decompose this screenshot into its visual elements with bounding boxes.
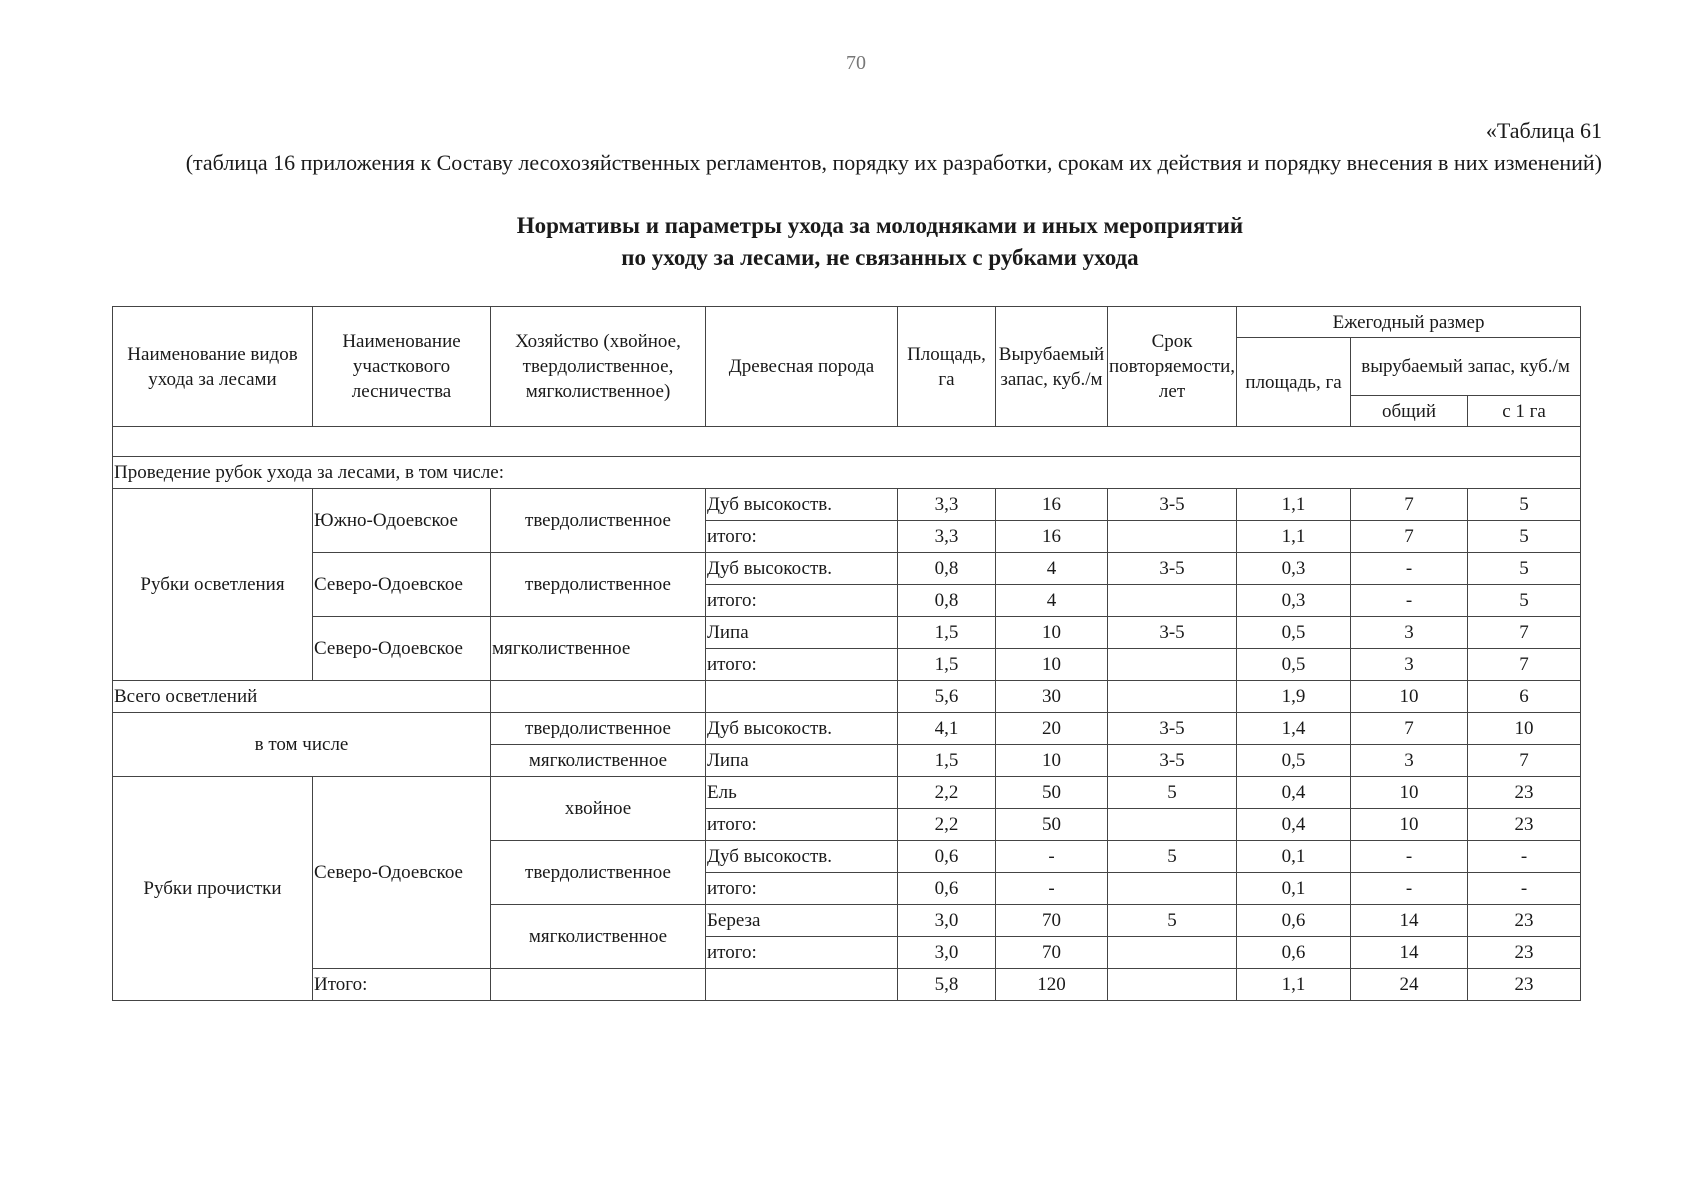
period-cell (1108, 969, 1237, 1001)
period-cell: 5 (1108, 777, 1237, 809)
species-cell: итого: (706, 937, 898, 969)
table-row (113, 553, 1581, 585)
area-cell: 1,5 (898, 649, 996, 681)
annual-total-cell: - (1351, 585, 1468, 617)
stock-cell: 16 (996, 489, 1108, 521)
period-cell (1108, 809, 1237, 841)
forestry-south: Южно-Одоевское (313, 489, 491, 553)
area-cell: 2,2 (898, 809, 996, 841)
forest-care-table (112, 306, 1581, 1001)
stock-cell: 4 (996, 585, 1108, 617)
species-cell: итого: (706, 649, 898, 681)
period-cell (1108, 649, 1237, 681)
table-caption-reference: (таблица 16 приложения к Составу лесохозяйственных регламентов, порядку их разработки, срокам их действия и порядку внесения в них изменений) (185, 150, 1602, 175)
annual-per-ha-cell: 23 (1468, 809, 1581, 841)
period-cell: 3-5 (1108, 745, 1237, 777)
annual-area-cell: 0,5 (1237, 649, 1351, 681)
header-annual-stock-total: общий (1351, 396, 1468, 427)
document-title-line-1: Нормативы и параметры ухода за молодняками и иных мероприятий (516, 213, 1244, 238)
area-cell: 3,0 (898, 905, 996, 937)
forestry-north: Северо-Одоевское (313, 617, 491, 681)
stock-cell: 70 (996, 937, 1108, 969)
economy-cell: мягколиственное (491, 617, 706, 681)
annual-per-ha-cell: 23 (1468, 905, 1581, 937)
species-cell: Липа (706, 617, 898, 649)
stock-cell: 50 (996, 809, 1108, 841)
annual-total-cell: 3 (1351, 649, 1468, 681)
economy-cell: твердолиственное (491, 713, 706, 745)
stock-cell: - (996, 841, 1108, 873)
annual-area-cell: 0,5 (1237, 745, 1351, 777)
species-cell: Береза (706, 905, 898, 937)
annual-total-cell: 7 (1351, 713, 1468, 745)
annual-per-ha-cell: 7 (1468, 745, 1581, 777)
annual-total-cell: 10 (1351, 777, 1468, 809)
header-annual-stock-per-ha: с 1 га (1468, 396, 1581, 427)
area-cell: 3,0 (898, 937, 996, 969)
including-label: в том числе (113, 713, 491, 777)
species-cell: итого: (706, 809, 898, 841)
annual-area-cell: 0,4 (1237, 809, 1351, 841)
annual-per-ha-cell: 5 (1468, 585, 1581, 617)
period-cell: 3-5 (1108, 553, 1237, 585)
total-clearing-label: Всего осветлений (113, 681, 491, 713)
annual-per-ha-cell: 7 (1468, 649, 1581, 681)
stock-cell: 16 (996, 521, 1108, 553)
area-cell: 2,2 (898, 777, 996, 809)
annual-area-cell: 0,1 (1237, 841, 1351, 873)
annual-area-cell: 0,4 (1237, 777, 1351, 809)
period-cell (1108, 873, 1237, 905)
area-cell: 0,8 (898, 553, 996, 585)
header-forestry: Наименование участкового лесничества (313, 307, 491, 427)
annual-total-cell: 7 (1351, 489, 1468, 521)
period-cell: 5 (1108, 905, 1237, 937)
annual-area-cell: 0,5 (1237, 617, 1351, 649)
header-annual-area: площадь, га (1237, 338, 1351, 427)
annual-per-ha-cell: - (1468, 841, 1581, 873)
economy-cell: твердолиственное (491, 841, 706, 905)
area-cell: 5,8 (898, 969, 996, 1001)
economy-cell: твердолиственное (491, 489, 706, 553)
annual-per-ha-cell: 23 (1468, 937, 1581, 969)
annual-area-cell: 1,1 (1237, 521, 1351, 553)
annual-per-ha-cell: - (1468, 873, 1581, 905)
empty-cell (706, 681, 898, 713)
species-cell: Дуб высокоств. (706, 841, 898, 873)
header-stock: Вырубаемый запас, куб./м (996, 307, 1108, 427)
annual-area-cell: 0,1 (1237, 873, 1351, 905)
stock-cell: 10 (996, 745, 1108, 777)
economy-cell: мягколиственное (491, 745, 706, 777)
annual-per-ha-cell: 5 (1468, 553, 1581, 585)
period-cell (1108, 585, 1237, 617)
annual-total-cell: 7 (1351, 521, 1468, 553)
header-care-type: Наименование видов ухода за лесами (113, 307, 313, 427)
economy-cell: хвойное (491, 777, 706, 841)
stock-cell: 30 (996, 681, 1108, 713)
period-cell: 3-5 (1108, 489, 1237, 521)
period-cell: 3-5 (1108, 617, 1237, 649)
economy-cell: твердолиственное (491, 553, 706, 617)
species-cell: итого: (706, 873, 898, 905)
annual-total-cell: 3 (1351, 745, 1468, 777)
annual-area-cell: 0,3 (1237, 585, 1351, 617)
annual-area-cell: 1,4 (1237, 713, 1351, 745)
document-title (100, 210, 1660, 274)
empty-cell (706, 969, 898, 1001)
annual-total-cell: - (1351, 553, 1468, 585)
stock-cell: 4 (996, 553, 1108, 585)
stock-cell: 120 (996, 969, 1108, 1001)
section-title: Проведение рубок ухода за лесами, в том числе: (113, 457, 1581, 489)
annual-area-cell: 0,6 (1237, 905, 1351, 937)
annual-total-cell: 10 (1351, 809, 1468, 841)
annual-total-cell: 10 (1351, 681, 1468, 713)
species-cell: Ель (706, 777, 898, 809)
area-cell: 0,6 (898, 873, 996, 905)
blank-row (113, 427, 1581, 457)
annual-area-cell: 1,1 (1237, 969, 1351, 1001)
table-row (113, 489, 1581, 521)
stock-cell: 10 (996, 649, 1108, 681)
annual-total-cell: 3 (1351, 617, 1468, 649)
annual-per-ha-cell: 6 (1468, 681, 1581, 713)
annual-per-ha-cell: 5 (1468, 521, 1581, 553)
area-cell: 1,5 (898, 617, 996, 649)
total-label: Итого: (313, 969, 491, 1001)
period-cell: 3-5 (1108, 713, 1237, 745)
stock-cell: - (996, 873, 1108, 905)
header-annual-stock: вырубаемый запас, куб./м (1351, 338, 1581, 396)
area-cell: 3,3 (898, 521, 996, 553)
annual-area-cell: 0,3 (1237, 553, 1351, 585)
table-row (113, 969, 1581, 1001)
header-period: Срок повторяемости, лет (1108, 307, 1237, 427)
species-cell: Липа (706, 745, 898, 777)
forestry-north: Северо-Одоевское (313, 777, 491, 969)
area-cell: 3,3 (898, 489, 996, 521)
document-title-line-2: по уходу за лесами, не связанных с рубками ухода (621, 245, 1139, 270)
annual-per-ha-cell: 23 (1468, 969, 1581, 1001)
period-cell (1108, 521, 1237, 553)
period-cell (1108, 681, 1237, 713)
care-type-cleaning: Рубки прочистки (113, 777, 313, 1001)
empty-cell (491, 969, 706, 1001)
area-cell: 4,1 (898, 713, 996, 745)
header-annual-size: Ежегодный размер (1237, 307, 1581, 338)
economy-cell: мягколиственное (491, 905, 706, 969)
page-number: 70 (846, 52, 866, 74)
period-cell (1108, 937, 1237, 969)
species-cell: итого: (706, 585, 898, 617)
empty-cell (491, 681, 706, 713)
annual-total-cell: - (1351, 841, 1468, 873)
species-cell: Дуб высокоств. (706, 713, 898, 745)
area-cell: 5,6 (898, 681, 996, 713)
annual-per-ha-cell: 5 (1468, 489, 1581, 521)
annual-total-cell: 14 (1351, 937, 1468, 969)
annual-total-cell: 24 (1351, 969, 1468, 1001)
header-species: Древесная порода (706, 307, 898, 427)
annual-total-cell: - (1351, 873, 1468, 905)
stock-cell: 70 (996, 905, 1108, 937)
annual-total-cell: 14 (1351, 905, 1468, 937)
forestry-north: Северо-Одоевское (313, 553, 491, 617)
annual-area-cell: 1,9 (1237, 681, 1351, 713)
header-area: Площадь, га (898, 307, 996, 427)
table-row (113, 777, 1581, 809)
species-cell: итого: (706, 521, 898, 553)
stock-cell: 10 (996, 617, 1108, 649)
header-economy: Хозяйство (хвойное, твердолиственное, мягколиственное) (491, 307, 706, 427)
care-type-clearing: Рубки осветления (113, 489, 313, 681)
area-cell: 1,5 (898, 745, 996, 777)
period-cell: 5 (1108, 841, 1237, 873)
annual-area-cell: 1,1 (1237, 489, 1351, 521)
annual-per-ha-cell: 7 (1468, 617, 1581, 649)
table-row (113, 681, 1581, 713)
stock-cell: 20 (996, 713, 1108, 745)
area-cell: 0,6 (898, 841, 996, 873)
table-row (113, 713, 1581, 745)
species-cell: Дуб высокоств. (706, 489, 898, 521)
annual-area-cell: 0,6 (1237, 937, 1351, 969)
table-row (113, 617, 1581, 649)
table-caption-number: «Таблица 61 (1485, 118, 1602, 143)
area-cell: 0,8 (898, 585, 996, 617)
annual-per-ha-cell: 23 (1468, 777, 1581, 809)
species-cell: Дуб высокоств. (706, 553, 898, 585)
stock-cell: 50 (996, 777, 1108, 809)
annual-per-ha-cell: 10 (1468, 713, 1581, 745)
